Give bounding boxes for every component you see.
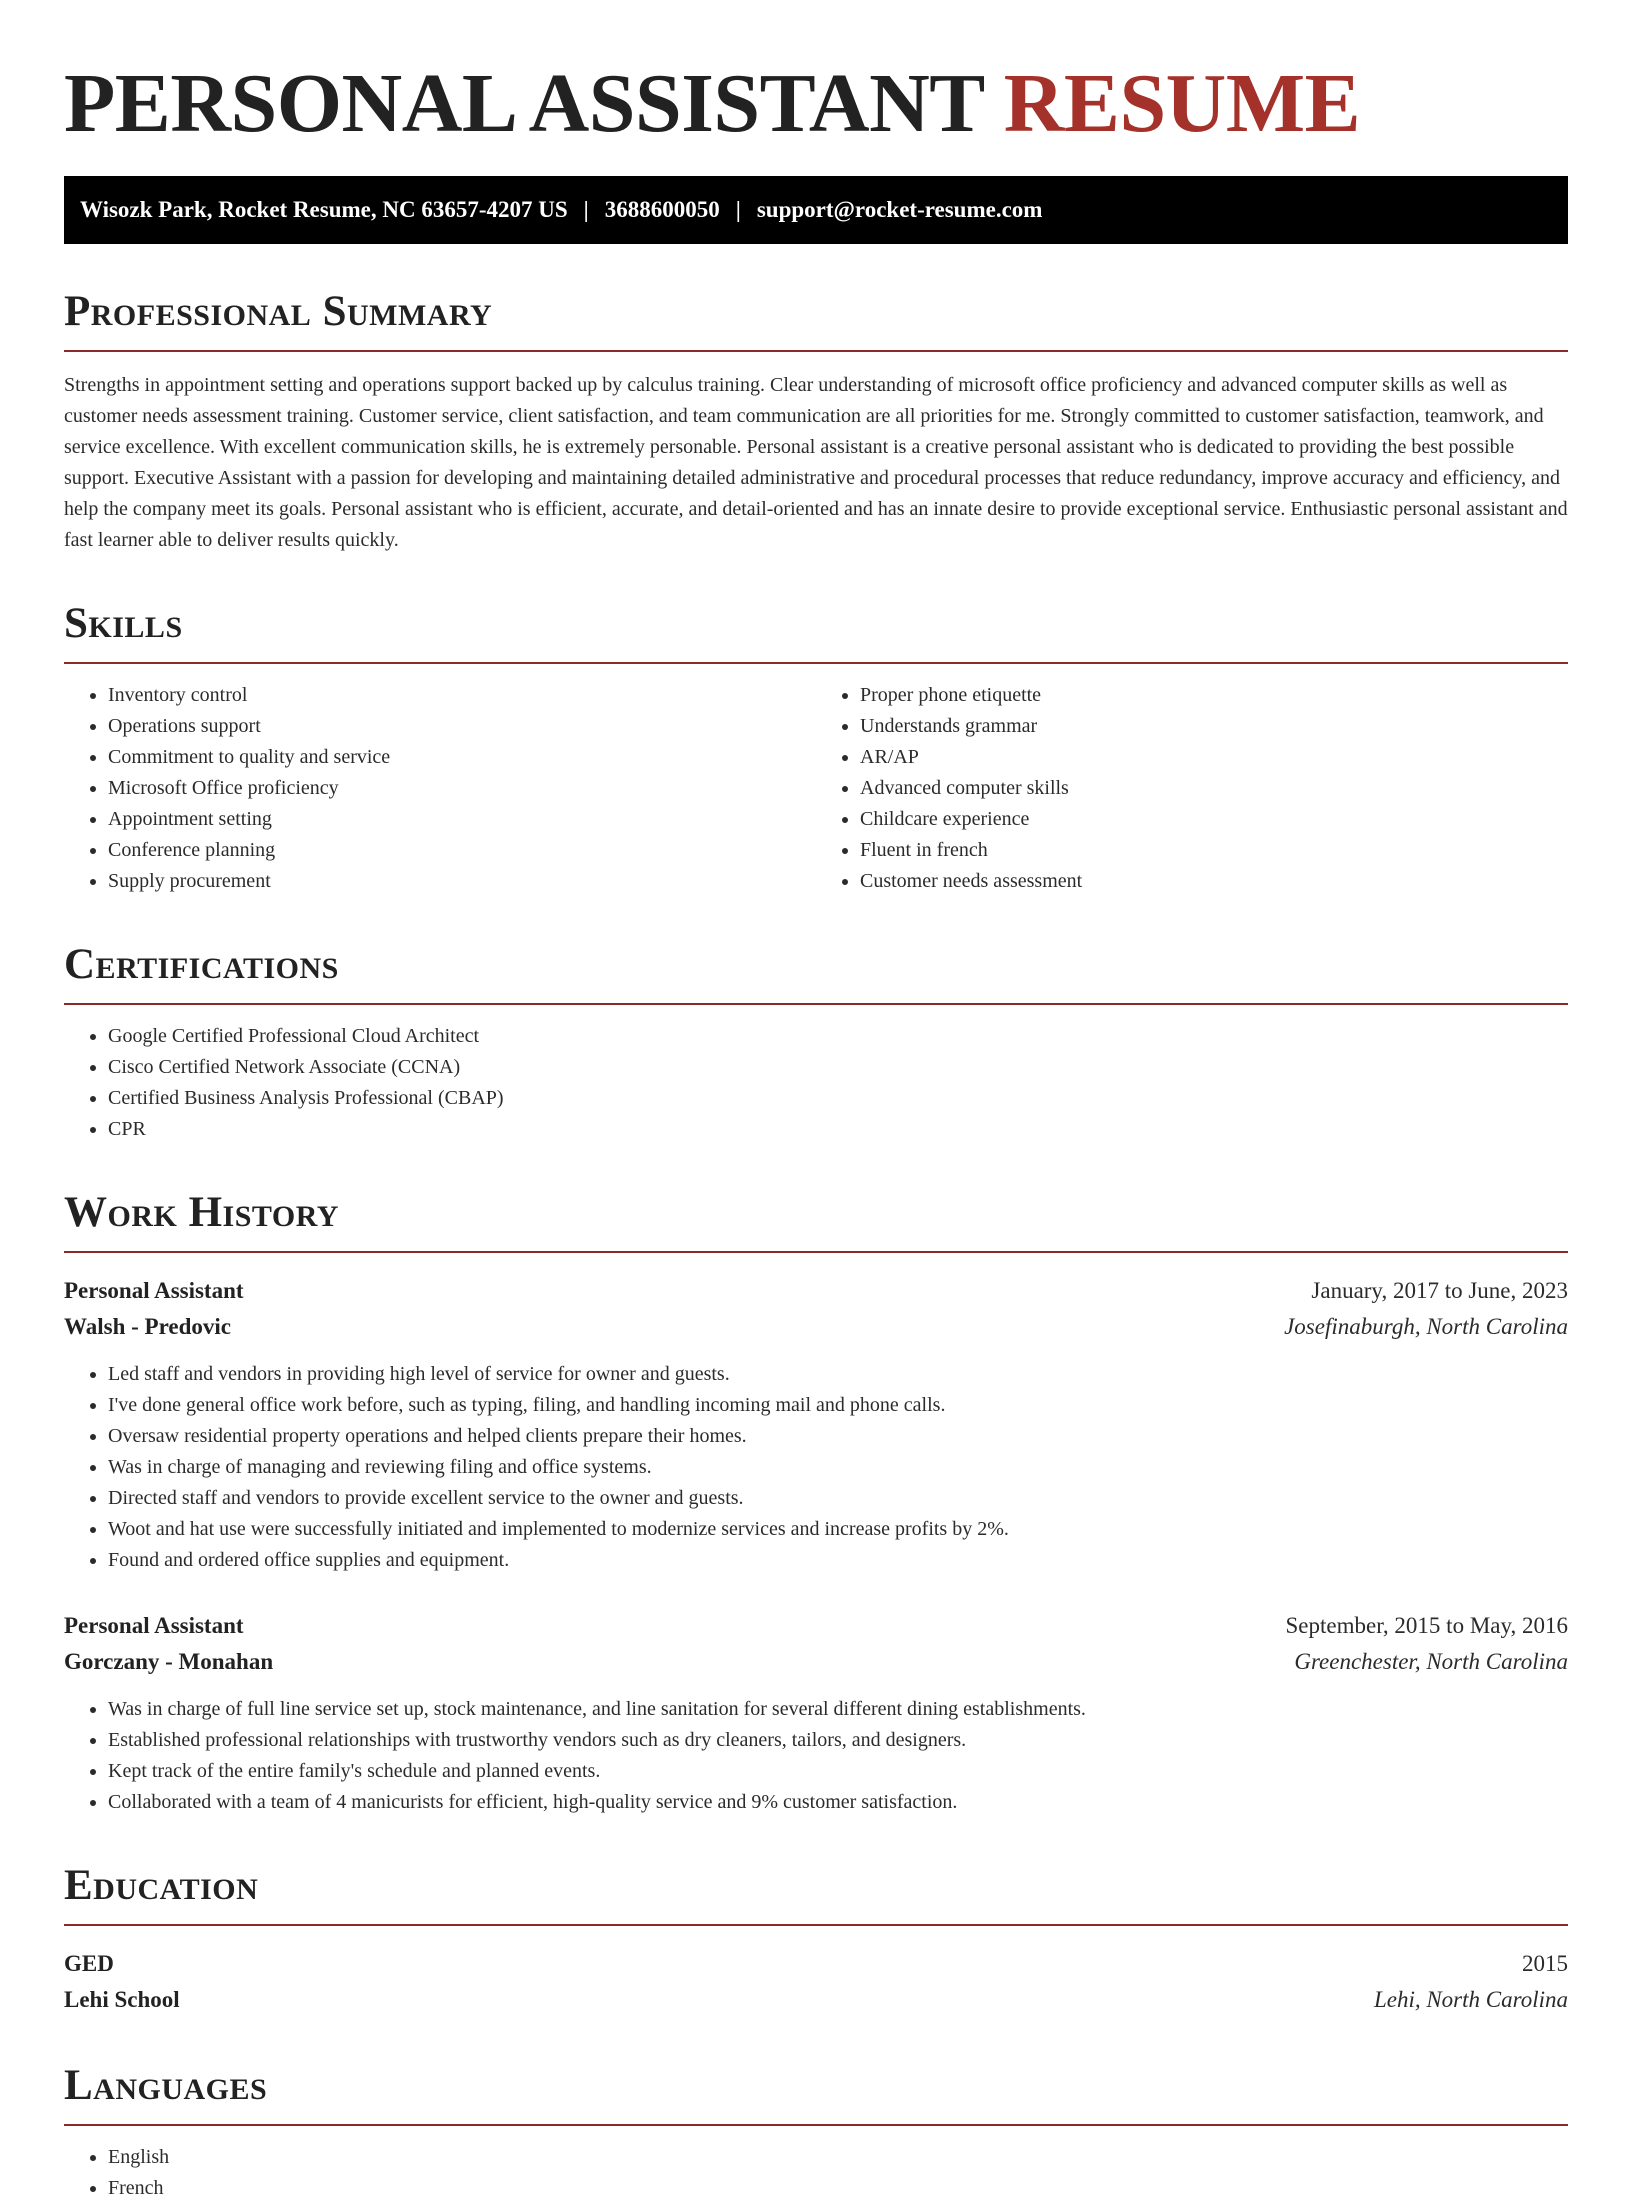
education-section — [64, 1862, 1568, 2018]
certification-item: • CPR — [108, 1114, 1568, 1145]
job-duty: • Found and ordered office supplies and equipment. — [108, 1545, 1568, 1576]
job-duty: • Led staff and vendors in providing high level of service for owner and guests. — [108, 1359, 1568, 1390]
job-header-row — [64, 1608, 1568, 1644]
skill-item: • Appointment setting — [108, 804, 816, 835]
job-duty: • Directed staff and vendors to provide excellent service to the owner and guests. — [108, 1483, 1568, 1514]
job-location: Josefinaburgh, North Carolina — [1284, 1314, 1568, 1339]
job-duty: • Established professional relationships with trustworthy vendors such as dry cleaners, tailors, and designers. — [108, 1725, 1568, 1756]
contact-phone: 3688600050 — [604, 197, 720, 222]
job-entry — [64, 1608, 1568, 1818]
contact-bar — [64, 176, 1568, 244]
certifications-section — [64, 941, 1568, 1145]
job-duties-list — [64, 1359, 1568, 1576]
job-dates: September, 2015 to May, 2016 — [1285, 1613, 1568, 1638]
skill-item: • Inventory control — [108, 680, 816, 711]
title-main: PERSONAL ASSISTANT — [64, 57, 984, 150]
skill-item: • Microsoft Office proficiency — [108, 773, 816, 804]
section-heading: Education — [64, 1862, 1568, 1926]
education-school-row — [64, 1982, 1568, 2018]
skill-item: • Conference planning — [108, 835, 816, 866]
job-duties-list — [64, 1694, 1568, 1818]
certification-item: • Google Certified Professional Cloud Architect — [108, 1021, 1568, 1052]
education-entry — [64, 1946, 1568, 2018]
certification-item: • Cisco Certified Network Associate (CCNA) — [108, 1052, 1568, 1083]
resume-title — [64, 58, 1568, 150]
skill-item: • Customer needs assessment — [860, 866, 1568, 897]
job-duty: • Was in charge of managing and reviewing filing and office systems. — [108, 1452, 1568, 1483]
education-degree: GED — [64, 1951, 114, 1976]
skills-grid — [64, 680, 1568, 897]
section-heading: Professional Summary — [64, 288, 1568, 352]
skills-section — [64, 600, 1568, 897]
section-heading: Languages — [64, 2062, 1568, 2126]
skill-item: • Proper phone etiquette — [860, 680, 1568, 711]
work-history-section — [64, 1189, 1568, 1818]
skill-item: • Supply procurement — [108, 866, 816, 897]
resume-page — [64, 58, 1568, 2204]
education-school: Lehi School — [64, 1987, 180, 2012]
title-accent: RESUME — [1003, 57, 1361, 150]
summary-text: Strengths in appointment setting and operations support backed up by calculus training. Clear understanding of microsoft office proficiency and advanced computer skills as well as customer needs assessment training. Customer service, client satisfaction, and team communication are all priorities for me. Strongly committed to customer satisfaction, teamwork, and service excellence. With excellent communication skills, he is extremely personable. Personal assistant is a creative personal assistant who is dedicated to providing the best possible support. Executive Assistant with a passion for developing and maintaining detailed administrative and procedural processes that reduce redundancy, improve accuracy and efficiency, and help the company meet its goals. Personal assistant who is efficient, accurate, and detail-oriented and has an innate desire to provide exceptional service. Enthusiastic personal assistant and fast learner able to deliver results quickly. — [64, 374, 1568, 551]
job-header-row — [64, 1273, 1568, 1309]
job-title: Personal Assistant — [64, 1613, 244, 1638]
skill-item: • Advanced computer skills — [860, 773, 1568, 804]
skill-item: • Childcare experience — [860, 804, 1568, 835]
language-item: • English — [108, 2142, 1568, 2173]
education-location: Lehi, North Carolina — [1373, 1987, 1568, 2012]
job-duty: • Woot and hat use were successfully initiated and implemented to modernize services and increase profits by 2%. — [108, 1514, 1568, 1545]
job-company-row — [64, 1644, 1568, 1680]
job-duty: • Collaborated with a team of 4 manicurists for efficient, high-quality service and 9% customer satisfaction. — [108, 1787, 1568, 1818]
job-company: Gorczany - Monahan — [64, 1649, 274, 1674]
education-degree-row — [64, 1946, 1568, 1982]
skill-item: • Commitment to quality and service — [108, 742, 816, 773]
contact-address: Wisozk Park, Rocket Resume, NC 63657-4207 US — [80, 197, 568, 222]
job-duty: • Oversaw residential property operations and helped clients prepare their homes. — [108, 1421, 1568, 1452]
skill-item: • Operations support — [108, 711, 816, 742]
section-heading: Certifications — [64, 941, 1568, 1005]
certifications-list — [64, 1021, 1568, 1145]
skills-list-right — [816, 680, 1568, 897]
job-company-row — [64, 1309, 1568, 1345]
skills-list-left — [64, 680, 816, 897]
job-entry — [64, 1273, 1568, 1576]
section-heading: Skills — [64, 600, 1568, 664]
language-item: • French — [108, 2173, 1568, 2204]
summary-section — [64, 288, 1568, 556]
skill-item: • Understands grammar — [860, 711, 1568, 742]
contact-separator: | — [583, 197, 589, 222]
education-year: 2015 — [1522, 1951, 1568, 1976]
contact-separator: | — [735, 197, 741, 222]
job-duty: • Kept track of the entire family's schedule and planned events. — [108, 1756, 1568, 1787]
languages-section — [64, 2062, 1568, 2204]
job-duty: • Was in charge of full line service set up, stock maintenance, and line sanitation for several different dining establishments. — [108, 1694, 1568, 1725]
skill-item: • AR/AP — [860, 742, 1568, 773]
job-title: Personal Assistant — [64, 1278, 244, 1303]
skill-item: • Fluent in french — [860, 835, 1568, 866]
job-dates: January, 2017 to June, 2023 — [1311, 1278, 1568, 1303]
certification-item: • Certified Business Analysis Professional (CBAP) — [108, 1083, 1568, 1114]
job-duty: • I've done general office work before, such as typing, filing, and handling incoming mail and phone calls. — [108, 1390, 1568, 1421]
job-company: Walsh - Predovic — [64, 1314, 231, 1339]
job-location: Greenchester, North Carolina — [1294, 1649, 1568, 1674]
languages-list — [64, 2142, 1568, 2204]
section-heading: Work History — [64, 1189, 1568, 1253]
contact-email: support@rocket-resume.com — [756, 197, 1043, 222]
